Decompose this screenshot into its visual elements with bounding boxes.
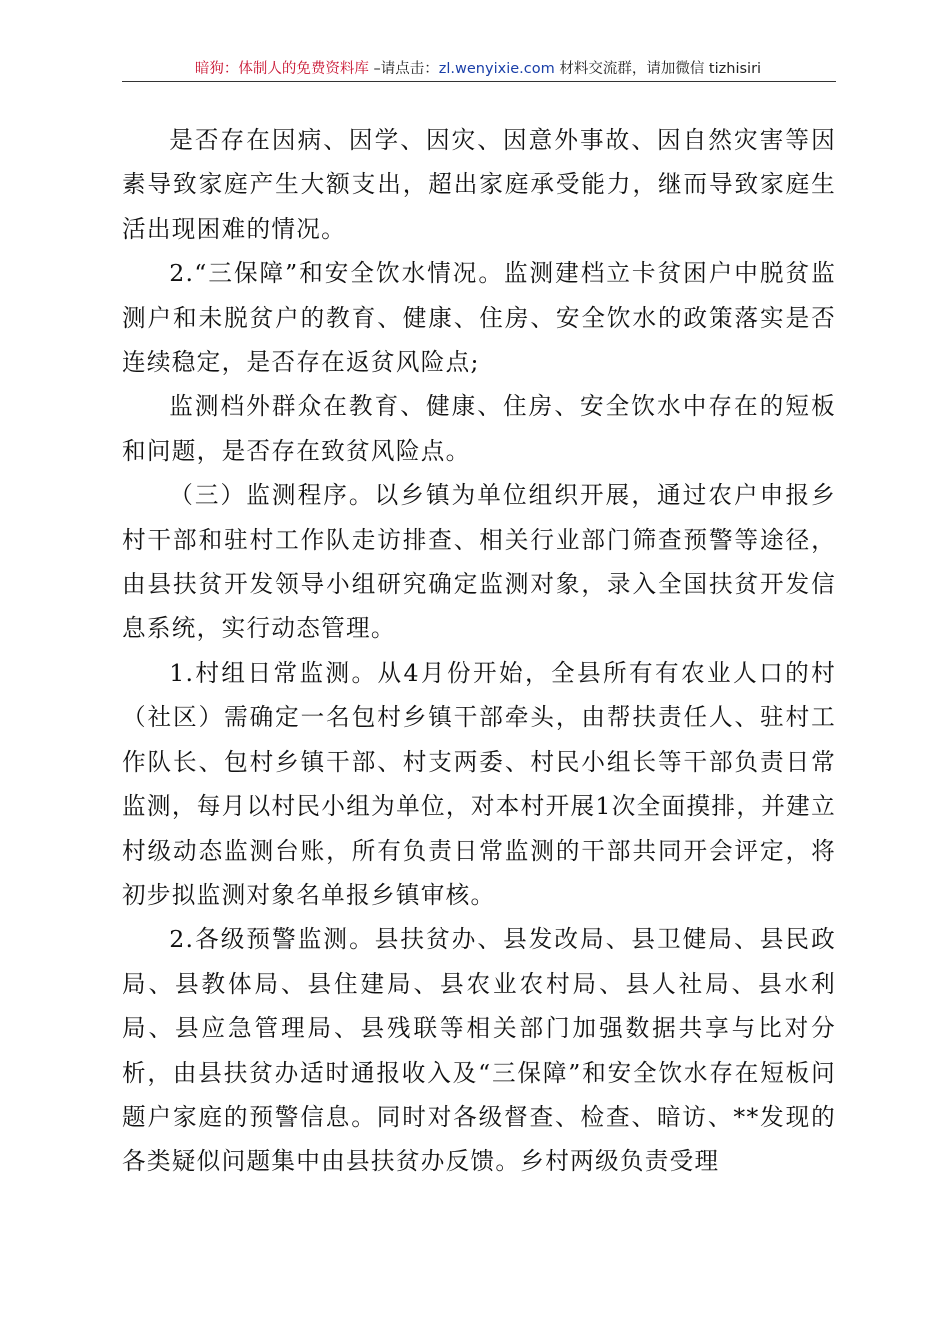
paragraph-three-guarantees: 2.“三保障”和安全饮水情况。监测建档立卡贫困户中脱贫监测户和未脱贫户的教育、健康、住房、安全饮水的政策落实是否连续稳定，是否存在返贫风险点; [122, 259, 836, 377]
header-prompt: –请点击： [368, 61, 439, 77]
header-url-link[interactable]: zl.wenyixie.com [438, 61, 555, 77]
page-header [122, 58, 834, 80]
paragraph-warning-monitoring: 2.各级预警监测。县扶贫办、县发改局、县卫健局、县民政局、县教体局、县住建局、县农业农村局、县人社局、县水利局、县应急管理局、县残联等相关部门加强数据共享与比对分析，由县扶贫办适时通报收入及“三保障”和安全饮水存在短板问题户家庭的预警信息。同时对各级督查、检查、暗访、**发现的各类疑似问题集中由县扶贫办反馈。乡村两级负责受理 [122, 925, 836, 1176]
paragraph-outside-records: 监测档外群众在教育、健康、住房、安全饮水中存在的短板和问题，是否存在致贫风险点。 [122, 392, 836, 465]
header-group-note: 材料交流群，请加微信 tizhisiri [554, 61, 762, 77]
paragraph-hardship-causes: 是否存在因病、因学、因灾、因意外事故、因自然灾害等因素导致家庭产生大额支出，超出家庭承受能力，继而导致家庭生活出现困难的情况。 [122, 126, 836, 243]
header-divider [122, 81, 836, 82]
document-body [122, 118, 836, 1184]
header-brand: 暗狗：体制人的免费资料库 [194, 61, 369, 77]
paragraph-monitoring-procedure: （三）监测程序。以乡镇为单位组织开展，通过农户申报乡村干部和驻村工作队走访排查、相关行业部门筛查预警等途径，由县扶贫开发领导小组研究确定监测对象，录入全国扶贫开发信息系统，实行动态管理。 [122, 481, 836, 643]
paragraph-village-monitoring: 1.村组日常监测。从4月份开始，全县所有有农业人口的村（社区）需确定一名包村乡镇干部牵头，由帮扶责任人、驻村工作队长、包村乡镇干部、村支两委、村民小组长等干部负责日常监测，每月以村民小组为单位，对本村开展1次全面摸排，并建立村级动态监测台账，所有负责日常监测的干部共同开会评定，将初步拟监测对象名单报乡镇审核。 [122, 658, 836, 909]
